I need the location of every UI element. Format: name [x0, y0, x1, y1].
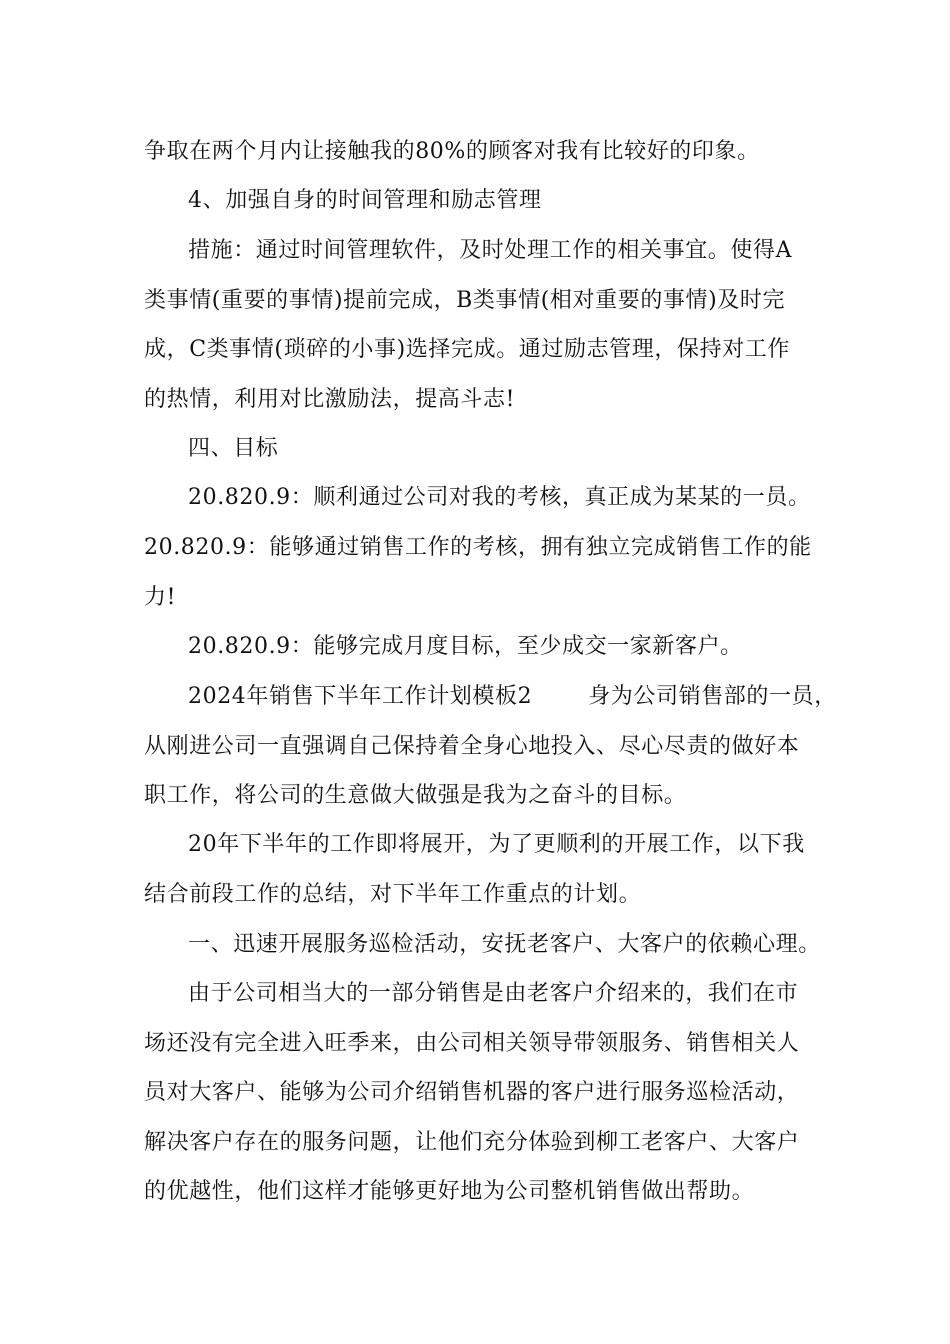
text-line: 的热情，利用对比激励法，提高斗志! [144, 386, 516, 412]
text-fragment: 身为公司销售部的一员， [588, 684, 837, 709]
text-line: 措施：通过时间管理软件，及时处理工作的相关事宜。使得A [188, 238, 793, 263]
template-title: 2024年销售下半年工作计划模板2 [188, 684, 533, 709]
paragraph [144, 226, 824, 424]
text-line: 职工作，将公司的生意做大做强是我为之奋斗的目标。 [144, 783, 687, 808]
text-line: 由于公司相当大的一部分销售是由老客户介绍来的，我们在市 [188, 981, 799, 1006]
text-line: 20.820.9：能够完成月度目标，至少成交一家新客户。 [188, 634, 743, 659]
text-line: 20年下半年的工作即将展开，为了更顺利的开展工作，以下我 [188, 832, 805, 857]
paragraph [144, 523, 824, 622]
text-line: 4、加强自身的时间管理和励志管理 [188, 188, 542, 213]
text-line: 的优越性，他们这样才能够更好地为公司整机销售做出帮助。 [144, 1179, 755, 1204]
text-line [144, 672, 837, 722]
text-line: 员对大客户、能够为公司介绍销售机器的客户进行服务巡检活动， [144, 1080, 800, 1105]
text-line: 场还没有完全进入旺季来，由公司相关领导带领服务、销售相关人 [144, 1030, 800, 1056]
paragraph [144, 672, 837, 821]
text-line: 类事情(重要的事情)提前完成，B类事情(相对重要的事情)及时完 [144, 287, 786, 313]
text-line: 结合前段工作的总结，对下半年工作重点的计划。 [144, 881, 642, 907]
text-line: 四、目标 [188, 436, 279, 461]
text-line: 成，C类事情(琐碎的小事)选择完成。通过励志管理，保持对工作 [144, 337, 791, 362]
paragraph [144, 969, 824, 1217]
paragraph [144, 473, 824, 523]
text-line: 争取在两个月内让接触我的80%的顾客对我有比较好的印象。 [144, 139, 760, 164]
section-heading [144, 424, 824, 474]
paragraph [144, 820, 824, 919]
text-line: 20.820.9：顺利通过公司对我的考核，真正成为某某的一员。 [188, 485, 811, 510]
section-heading [144, 920, 824, 970]
paragraph [144, 622, 824, 672]
text-line: 从刚进公司一直强调自己保持着全身心地投入、尽心尽责的做好本 [144, 733, 800, 759]
section-heading [144, 176, 824, 226]
text-line: 20.820.9：能够通过销售工作的考核，拥有独立完成销售工作的能 [144, 535, 812, 560]
text-line: 力! [144, 584, 177, 610]
text-line: 一、迅速开展服务巡检活动，安抚老客户、大客户的依赖心理。 [188, 932, 821, 957]
text-line: 解决客户存在的服务问题，让他们充分体验到柳工老客户、大客户 [144, 1129, 800, 1155]
paragraph [144, 127, 824, 177]
